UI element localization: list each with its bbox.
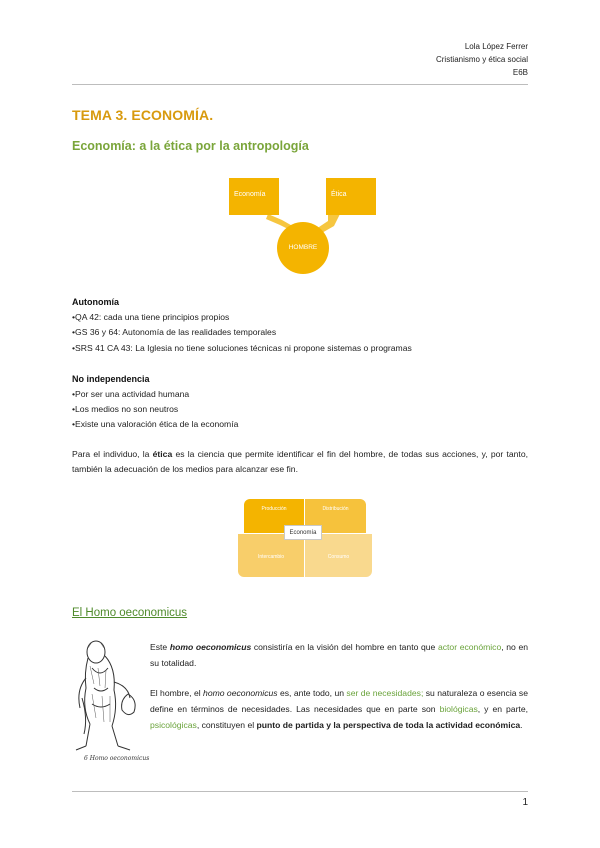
matrix-quadrant-intercambio: Intercambio (238, 534, 304, 577)
no-independencia-heading: No independencia (72, 374, 150, 384)
homo-paragraph-1: Este homo oeconomicus consistiría en la visión del hombre en tanto que actor económico, no en su totalidad. (150, 642, 529, 668)
illustration-caption: 6 Homo oeconomicus (84, 755, 150, 762)
header-author: Lola López Ferrer (464, 42, 528, 51)
page-number: 1 (522, 797, 528, 808)
header-course: Cristianismo y ética social (435, 55, 528, 64)
diagram-circle-hombre: HOMBRE (277, 222, 329, 274)
autonomia-item: •QA 42: cada una tiene principios propios (72, 312, 230, 322)
homo-paragraph-2: El hombre, el homo oeconomicus es, ante todo, un ser de necesidades; su naturaleza o esencia se define en términos de necesidades. Las necesidades que en parte son biológicas, y en parte, psicológicas, constituyen el punto de partida y la perspectiva de toda la actividad económica. (150, 688, 528, 730)
autonomia-item: •SRS 41 CA 43: La Iglesia no tiene soluciones técnicas ni propone sistemas o programas (72, 343, 412, 353)
autonomia-item: •GS 36 y 64: Autonomía de las realidades temporales (72, 327, 277, 337)
matrix-quadrant-distribucion: Distribución (305, 499, 366, 533)
homo-oeconomicus-illustration (72, 638, 147, 758)
no-independencia-item: •Existe una valoración ética de la economía (72, 419, 239, 429)
diagram-box-economia: Economía (229, 178, 279, 215)
matrix-quadrant-consumo: Consumo (305, 534, 372, 577)
no-independencia-item: •Los medios no son neutros (72, 404, 179, 414)
autonomia-heading: Autonomía (72, 297, 119, 307)
section-subtitle: Economía: a la ética por la antropología (72, 139, 309, 153)
diagram-box-etica: Ética (326, 178, 376, 215)
matrix-quadrant-produccion: Producción (244, 499, 304, 533)
header-code: E6B (512, 68, 528, 77)
ethics-paragraph: Para el individuo, la ética es la ciencia que permite identificar el fin del hombre, de todas sus acciones, y, por tanto, también la adecuación de los medios para alcanzar ese fin. (72, 449, 528, 474)
no-independencia-item: •Por ser una actividad humana (72, 389, 190, 399)
footer-divider (72, 791, 528, 792)
homo-oeconomicus-heading: El Homo oeconomicus (72, 607, 188, 619)
page-title: TEMA 3. ECONOMÍA. (72, 107, 214, 123)
matrix-center-economia: Economía (284, 525, 322, 540)
